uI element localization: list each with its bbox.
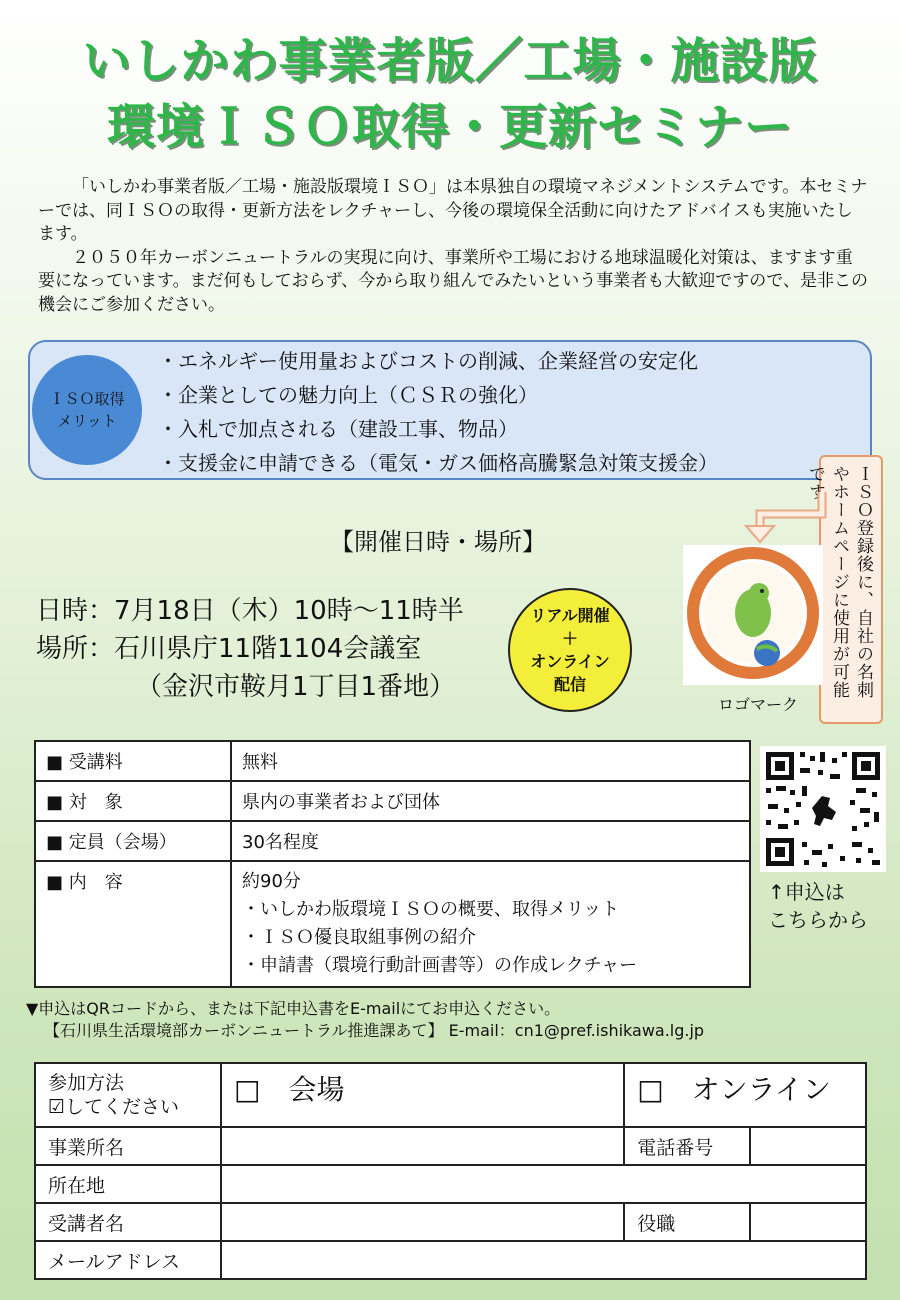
table-row	[35, 821, 750, 861]
table-row	[35, 781, 750, 821]
option-venue-checkbox[interactable]: □ 会場	[221, 1063, 624, 1127]
badge-line4: 配信	[553, 675, 586, 694]
seminar-info-table	[34, 740, 751, 988]
content-line: ・ＩＳＯ優良取組事例の紹介	[242, 927, 476, 948]
logo-usage-note: ＩＳＯ登録後に、自社の名刺やホームページに使用が可能です	[819, 455, 883, 724]
logo-mark-image	[683, 545, 823, 685]
merit-list	[158, 344, 718, 480]
email-field[interactable]	[221, 1241, 866, 1279]
schedule-date: 日時：7月18日（木）10時～11時半	[36, 596, 464, 626]
method-label-line2: ☑してください	[48, 1096, 180, 1118]
application-instruction: ▼申込はQRコードから、または下記申込書をE-mailにてお申込ください。	[26, 999, 561, 1018]
arrow-down-icon	[738, 488, 828, 546]
office-label: 事業所名	[35, 1127, 221, 1165]
address-label: 所在地	[35, 1165, 221, 1203]
address-field[interactable]	[221, 1165, 866, 1203]
method-label-line1: 参加方法	[48, 1072, 125, 1094]
merit-item: ・エネルギー使用量およびコストの削減、企業経営の安定化	[158, 349, 698, 373]
badge-line1: リアル開催	[530, 606, 610, 625]
qr-caption-line1: ↑申込は	[768, 880, 845, 904]
content-line: 約90分	[242, 871, 301, 892]
table-row	[35, 741, 750, 781]
intro-paragraph-1: 「いしかわ事業者版／工場・施設版環境ＩＳＯ」は本県独自の環境マネジメントシステムです。本セミナーでは、同ＩＳＯの取得・更新方法をレクチャーし、今後の環境保全活動に向けたアドバイスも実施いたします。	[38, 177, 868, 244]
schedule-address: （金沢市鞍月1丁目1番地）	[136, 672, 456, 702]
application-contact: 【石川県生活環境部カーボンニュートラル推進課あて】 E-mail：cn1@pref.ishikawa.lg.jp	[44, 1021, 705, 1040]
content-line: ・いしかわ版環境ＩＳＯの概要、取得メリット	[242, 899, 620, 920]
attendee-field[interactable]	[221, 1203, 624, 1241]
badge-line2: ＋	[561, 629, 578, 648]
table-row	[35, 1063, 866, 1127]
application-form	[34, 1062, 867, 1280]
table-row	[35, 1165, 866, 1203]
schedule-heading: 【開催日時・場所】	[330, 528, 546, 556]
info-value: 県内の事業者および団体	[231, 781, 750, 821]
merit-item: ・企業としての魅力向上（ＣＳＲの強化）	[158, 383, 538, 407]
qr-caption	[768, 878, 868, 934]
position-label: 役職	[624, 1203, 750, 1241]
qr-code-image[interactable]	[760, 746, 886, 872]
intro-paragraph-2: ２０５０年カーボンニュートラルの実現に向け、事業所や工場における地球温暖化対策は、ますます重要になっています。まだ何もしておらず、今から取り組んでみたいという事業者も大歓迎ですので、是非この機会にご参加ください。	[38, 247, 868, 315]
page-title-line1: いしかわ事業者版／工場・施設版	[82, 33, 818, 89]
hybrid-badge	[508, 588, 632, 712]
office-field[interactable]	[221, 1127, 624, 1165]
page-title-line2: 環境ＩＳＯ取得・更新セミナー	[106, 99, 793, 155]
info-value: 30名程度	[231, 821, 750, 861]
info-value: 無料	[231, 741, 750, 781]
badge-line3: オンライン	[530, 652, 610, 671]
attendee-label: 受講者名	[35, 1203, 221, 1241]
email-label: メールアドレス	[35, 1241, 221, 1279]
table-row	[35, 861, 750, 987]
table-row	[35, 1203, 866, 1241]
content-line: ・申請書（環境行動計画書等）の作成レクチャー	[242, 955, 638, 976]
intro-text	[38, 176, 868, 317]
schedule-place: 場所：石川県庁11階1104会議室	[36, 634, 422, 664]
info-key: ■ 内 容	[35, 861, 231, 987]
info-key: ■ 定員（会場）	[35, 821, 231, 861]
qr-code[interactable]	[760, 746, 886, 872]
info-key: ■ 対 象	[35, 781, 231, 821]
position-field[interactable]	[750, 1203, 866, 1241]
logo-caption: ロゴマーク	[717, 695, 798, 714]
merit-item: ・支援金に申請できる（電気・ガス価格高騰緊急対策支援金）	[158, 451, 718, 475]
table-row	[35, 1241, 866, 1279]
logo-mark	[683, 545, 823, 685]
info-value	[231, 861, 750, 987]
merit-item: ・入札で加点される（建設工事、物品）	[158, 417, 518, 441]
method-label	[35, 1063, 221, 1127]
application-note	[26, 998, 704, 1042]
info-key: ■ 受講料	[35, 741, 231, 781]
schedule-details	[36, 592, 464, 706]
phone-label: 電話番号	[624, 1127, 750, 1165]
merit-circle-line2: メリット	[57, 412, 117, 430]
merit-circle-line1: ＩＳＯ取得	[49, 390, 125, 408]
option-online-checkbox[interactable]: □ オンライン	[624, 1063, 866, 1127]
table-row	[35, 1127, 866, 1165]
phone-field[interactable]	[750, 1127, 866, 1165]
merit-circle	[32, 355, 142, 465]
qr-caption-line2: こちらから	[768, 908, 868, 932]
